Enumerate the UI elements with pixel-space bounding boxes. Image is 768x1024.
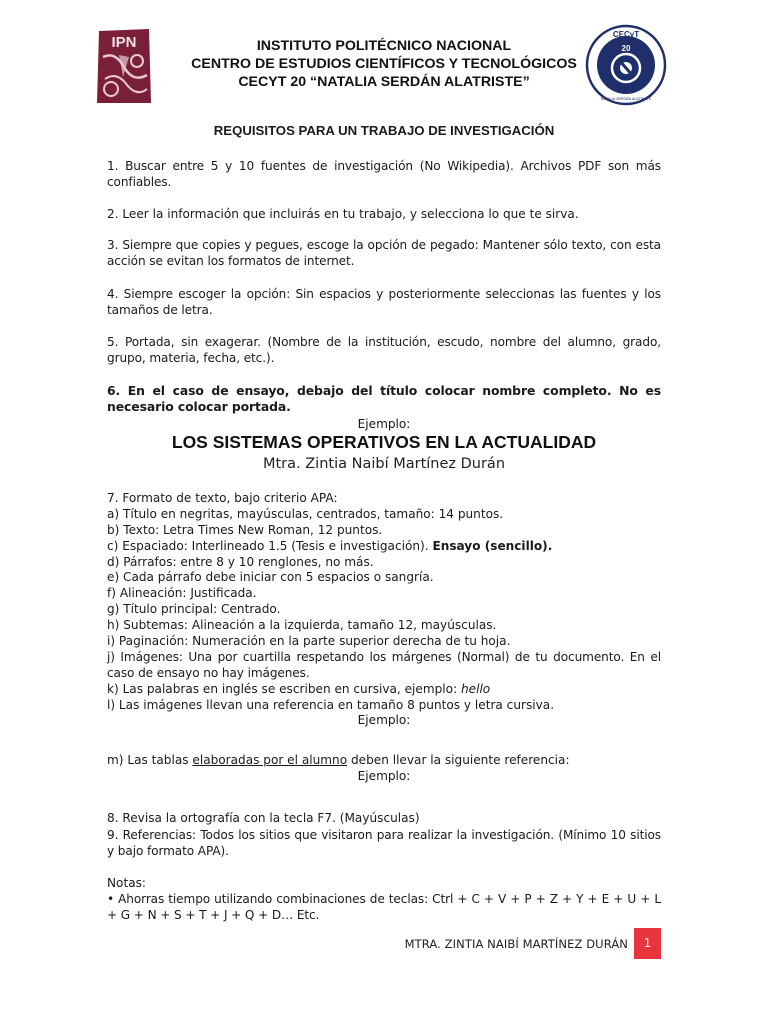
format-item-i: i) Paginación: Numeración en la parte superior derecha de tu hoja.: [107, 634, 511, 649]
format-item-b: b) Texto: Letra Times New Roman, 12 puntos.: [107, 522, 383, 537]
format-item-c-bold: Ensayo (sencillo).: [432, 538, 553, 553]
format-list: [107, 490, 661, 649]
center-name: CENTRO DE ESTUDIOS CIENTÍFICOS Y TECNOLÓGICOS: [191, 56, 577, 72]
example-label-images: Ejemplo:: [357, 713, 411, 727]
format-item-l: l) Las imágenes llevan una referencia en tamaño 8 puntos y letra cursiva.: [107, 698, 555, 712]
format-item-c-text: c) Espaciado: Interlineado 1.5 (Tesis e investigación).: [107, 538, 433, 553]
format-item-m-underlined: elaboradas por el alumno: [192, 753, 348, 767]
example-author: Mtra. Zintia Naibí Martínez Durán: [262, 456, 506, 472]
example-label: Ejemplo:: [357, 417, 411, 431]
format-item-m-pre: m) Las tablas: [107, 753, 193, 767]
school-name: CECYT 20 “NATALIA SERDÁN ALATRISTE”: [238, 74, 530, 90]
item-3: 3. Siempre que copies y pegues, escoge la opción de pegado: Mantener sólo texto, con esta acción se evitan los formatos de internet.: [107, 238, 661, 268]
institution-name: INSTITUTO POLITÉCNICO NACIONAL: [256, 38, 512, 54]
format-item-k: [107, 681, 661, 697]
format-item-e: e) Cada párrafo debe iniciar con 5 espacios o sangría.: [107, 570, 434, 585]
ipn-logo-text: IPN: [111, 34, 137, 51]
format-item-g: g) Título principal: Centrado.: [107, 602, 281, 617]
format-item-f: f) Alineación: Justificada.: [107, 586, 257, 601]
item-9: 9. Referencias: Todos los sitios que visitaron para realizar la investigación. (Mínimo 10 sitios y bajo formato APA).: [107, 828, 661, 858]
example-label-tables: Ejemplo:: [357, 769, 411, 783]
format-intro: 7. Formato de texto, bajo criterio APA:: [107, 491, 338, 505]
item-6: 6. En el caso de ensayo, debajo del título colocar nombre completo. No es necesario colocar portada.: [107, 383, 661, 414]
item-4: 4. Siempre escoger la opción: Sin espacios y posteriormente seleccionas las fuentes y los tamaños de letra.: [107, 287, 661, 317]
format-item-c: [107, 538, 661, 554]
format-item-h: h) Subtemas: Alineación a la izquierda, tamaño 12, mayúsculas.: [107, 618, 497, 633]
format-item-d: d) Párrafos: entre 8 y 10 renglones, no más.: [107, 554, 374, 569]
item-2: 2. Leer la información que incluirás en tu trabajo, y selecciona lo que te sirva.: [107, 207, 579, 221]
format-item-k-example: hello: [460, 682, 491, 696]
cecyt-logo-top-text: CECyT: [612, 30, 640, 39]
format-item-j: j) Imágenes: Una por cuartilla respetando los márgenes (Normal) de tu documento. En el caso de ensayo no hay imágenes.: [107, 650, 661, 680]
note-shortcuts: • Ahorras tiempo utilizando combinaciones de teclas: Ctrl + C + V + P + Z + Y + E + U + L + G + N + S + T + J + Q + D… Etc.: [107, 892, 661, 922]
page-number-badge: 1: [634, 928, 661, 959]
format-item-k-text: k) Las palabras en inglés se escriben en cursiva, ejemplo:: [107, 682, 461, 696]
cecyt-logo-bottom-text: NATALIA SERDÁN ALATRISTE: [600, 97, 652, 101]
item-1: 1. Buscar entre 5 y 10 fuentes de investigación (No Wikipedia). Archivos PDF son más confiables.: [107, 159, 661, 189]
notes-label: Notas:: [107, 876, 146, 890]
format-item-m: [107, 752, 661, 768]
ipn-logo: [93, 27, 155, 105]
format-item-m-post: deben llevar la siguiente referencia:: [347, 753, 570, 767]
item-8: 8. Revisa la ortografía con la tecla F7. (Mayúsculas): [107, 811, 420, 825]
example-title: LOS SISTEMAS OPERATIVOS EN LA ACTUALIDAD: [171, 432, 597, 452]
format-item-a: a) Título en negritas, mayúsculas, centrados, tamaño: 14 puntos.: [107, 506, 504, 521]
footer-author: MTRA. ZINTIA NAIBÍ MARTÍNEZ DURÁN: [404, 937, 628, 951]
cecyt-logo-number: 20: [621, 44, 631, 53]
page-title: REQUISITOS PARA UN TRABAJO DE INVESTIGACIÓN: [213, 123, 555, 138]
item-5: 5. Portada, sin exagerar. (Nombre de la institución, escudo, nombre del alumno, grado, grupo, materia, fecha, etc.).: [107, 335, 661, 365]
